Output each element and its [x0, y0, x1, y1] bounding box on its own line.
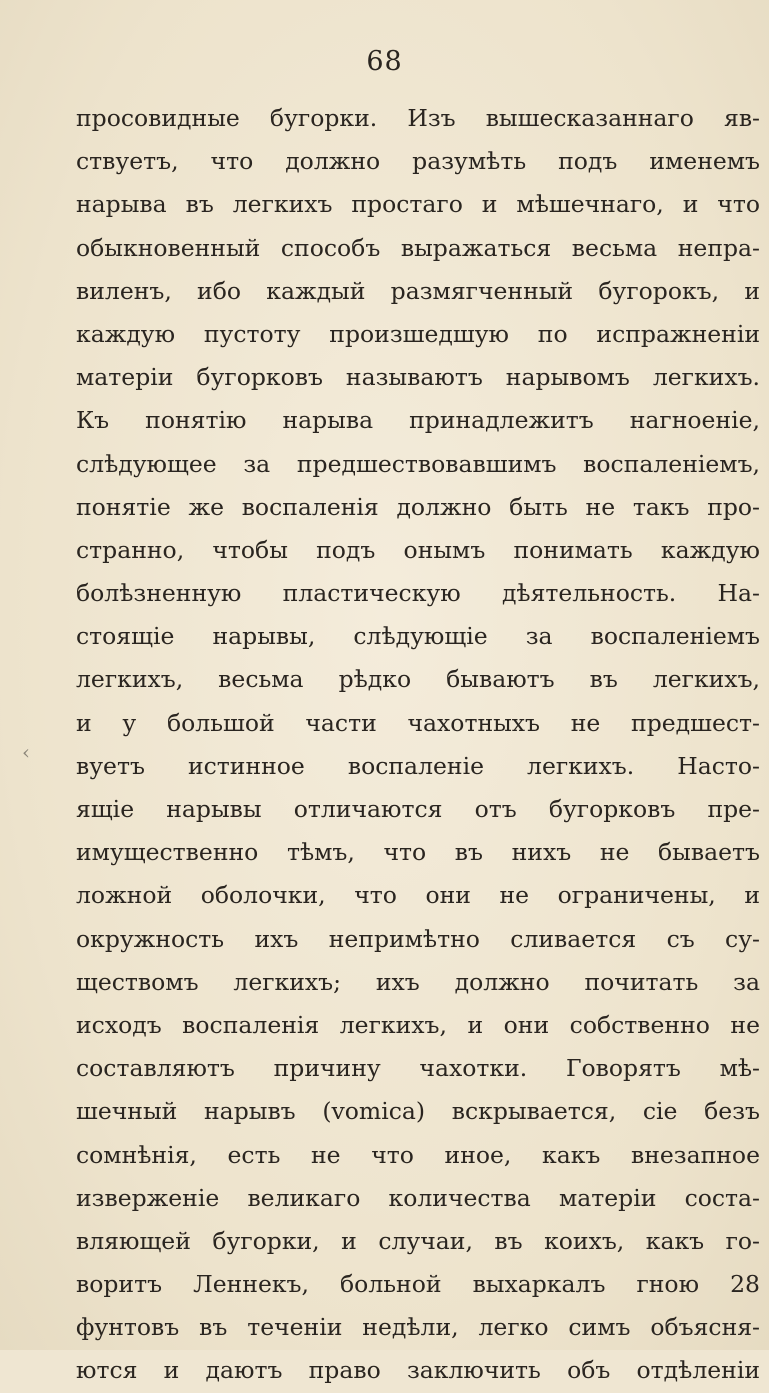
page-number: 68: [366, 46, 403, 77]
text-line: изверженіе великаго количества матеріи соста-: [76, 1183, 760, 1212]
text-line: обыкновенный способъ выражаться весьма непра-: [76, 233, 760, 262]
text-line: окружность ихъ непримѣтно сливается съ су-: [76, 924, 760, 953]
text-line: матеріи бугорковъ называютъ нарывомъ легкихъ.: [76, 363, 760, 392]
text-line: просовидные бугорки. Изъ вышесказаннаго яв-: [76, 104, 760, 132]
text-line: странно, чтобы подъ онымъ понимать каждую: [76, 535, 760, 564]
text-line: болѣзненную пластическую дѣятельность. На-: [76, 579, 760, 608]
body-text: [76, 97, 760, 1393]
text-line: стоящіе нарывы, слѣдующіе за воспаленіемъ: [76, 622, 760, 651]
text-line: слѣдующее за предшествовавшимъ воспаленіемъ,: [76, 449, 760, 478]
text-line: фунтовъ въ теченіи недѣли, легко симъ объясня-: [76, 1313, 760, 1342]
text-line: ществомъ легкихъ; ихъ должно почитать за: [76, 967, 760, 996]
text-line: вуетъ истинное воспаленіе легкихъ. Насто-: [76, 751, 760, 780]
text-line: каждую пустоту произшедшую по испражненіи: [76, 319, 760, 348]
text-line: имущественно тѣмъ, что въ нихъ не бываетъ: [76, 838, 760, 867]
text-line: понятіе же воспаленія должно быть не такъ про-: [76, 492, 760, 521]
text-line: легкихъ, весьма рѣдко бываютъ въ легкихъ,: [76, 665, 760, 694]
text-line: нарыва въ легкихъ простаго и мѣшечнаго, и что: [76, 190, 760, 219]
text-line: ящіе нарывы отличаются отъ бугорковъ пре-: [76, 795, 760, 823]
text-line: ложной оболочки, что они не ограничены, и: [76, 881, 760, 910]
text-line: ствуетъ, что должно разумѣть подъ именемъ: [76, 147, 760, 176]
text-line: Къ понятію нарыва принадлежитъ нагноеніе,: [76, 406, 760, 435]
text-line: исходъ воспаленія легкихъ, и они собственно не: [76, 1010, 760, 1039]
text-line: шечный нарывъ (vomica) вскрывается, сіе безъ: [76, 1097, 760, 1126]
text-line: виленъ, ибо каждый размягченный бугорокъ, и: [76, 276, 760, 305]
text-line: составляютъ причину чахотки. Говорятъ мѣ-: [76, 1054, 760, 1083]
text-line: воритъ Леннекъ, больной выхаркалъ гною 28: [76, 1270, 760, 1299]
text-line: вляющей бугорки, и случаи, въ коихъ, какъ го-: [76, 1226, 760, 1255]
text-line: сомнѣнія, есть не что иное, какъ внезапное: [76, 1140, 760, 1169]
margin-mark: ‹: [22, 740, 30, 764]
text-line: и у большой части чахотныхъ не предшест-: [76, 708, 760, 737]
text-line: ются и даютъ право заключить объ отдѣленіи: [76, 1356, 760, 1385]
